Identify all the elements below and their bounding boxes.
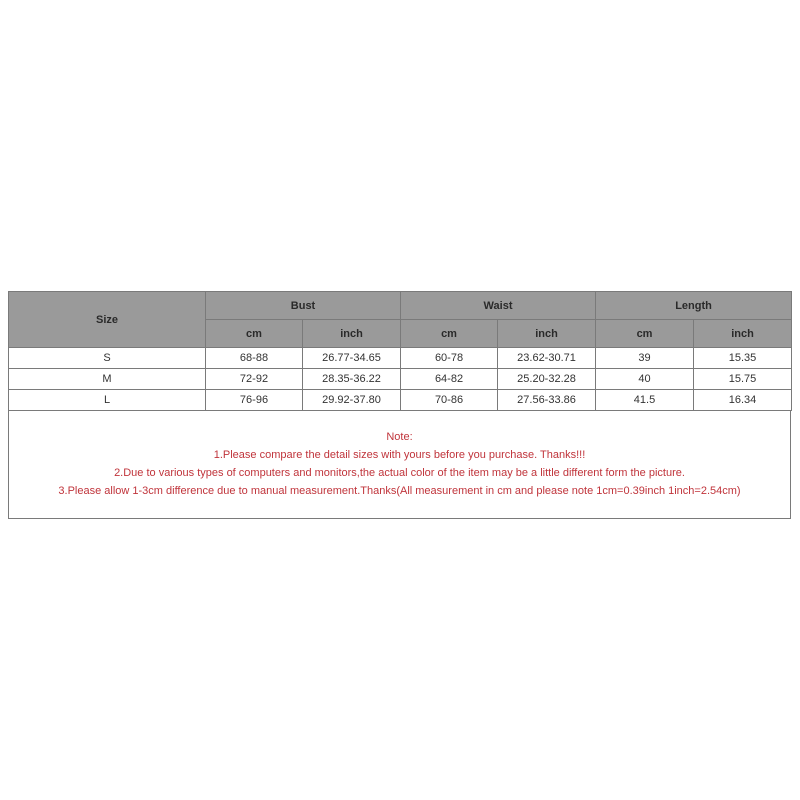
size-cell: M: [9, 369, 206, 390]
size-chart: [8, 291, 791, 519]
unit-header: inch: [694, 320, 792, 348]
header-row-groups: [9, 292, 792, 320]
unit-header: cm: [206, 320, 303, 348]
unit-header: inch: [303, 320, 401, 348]
table-cell: 39: [596, 348, 694, 369]
table-cell: 68-88: [206, 348, 303, 369]
table-cell: 40: [596, 369, 694, 390]
length-group-header: Length: [596, 292, 792, 320]
table-cell: 15.35: [694, 348, 792, 369]
size-cell: S: [9, 348, 206, 369]
table-cell: 72-92: [206, 369, 303, 390]
table-cell: 23.62-30.71: [498, 348, 596, 369]
table-cell: 76-96: [206, 390, 303, 411]
table-cell: 29.92-37.80: [303, 390, 401, 411]
table-cell: 70-86: [401, 390, 498, 411]
size-column-header: Size: [9, 292, 206, 348]
table-cell: 16.34: [694, 390, 792, 411]
table-cell: 15.75: [694, 369, 792, 390]
table-row: [9, 369, 792, 390]
unit-header: cm: [401, 320, 498, 348]
table-row: [9, 348, 792, 369]
table-cell: 25.20-32.28: [498, 369, 596, 390]
notes-box: [8, 411, 791, 519]
table-cell: 41.5: [596, 390, 694, 411]
unit-header: inch: [498, 320, 596, 348]
bust-group-header: Bust: [206, 292, 401, 320]
note-line-2: 2.Due to various types of computers and monitors,the actual color of the item may be a little different form the picture.: [114, 467, 685, 479]
table-cell: 27.56-33.86: [498, 390, 596, 411]
waist-group-header: Waist: [401, 292, 596, 320]
unit-header: cm: [596, 320, 694, 348]
size-cell: L: [9, 390, 206, 411]
note-line-3: 3.Please allow 1-3cm difference due to manual measurement.Thanks(All measurement in cm and please note 1cm=0.39inch 1inch=2.54cm): [58, 485, 741, 497]
table-cell: 64-82: [401, 369, 498, 390]
size-table: [8, 291, 792, 411]
table-cell: 26.77-34.65: [303, 348, 401, 369]
note-title: Note:: [386, 431, 413, 443]
table-row: [9, 390, 792, 411]
note-line-1: 1.Please compare the detail sizes with yours before you purchase. Thanks!!!: [213, 449, 586, 461]
table-cell: 28.35-36.22: [303, 369, 401, 390]
table-cell: 60-78: [401, 348, 498, 369]
